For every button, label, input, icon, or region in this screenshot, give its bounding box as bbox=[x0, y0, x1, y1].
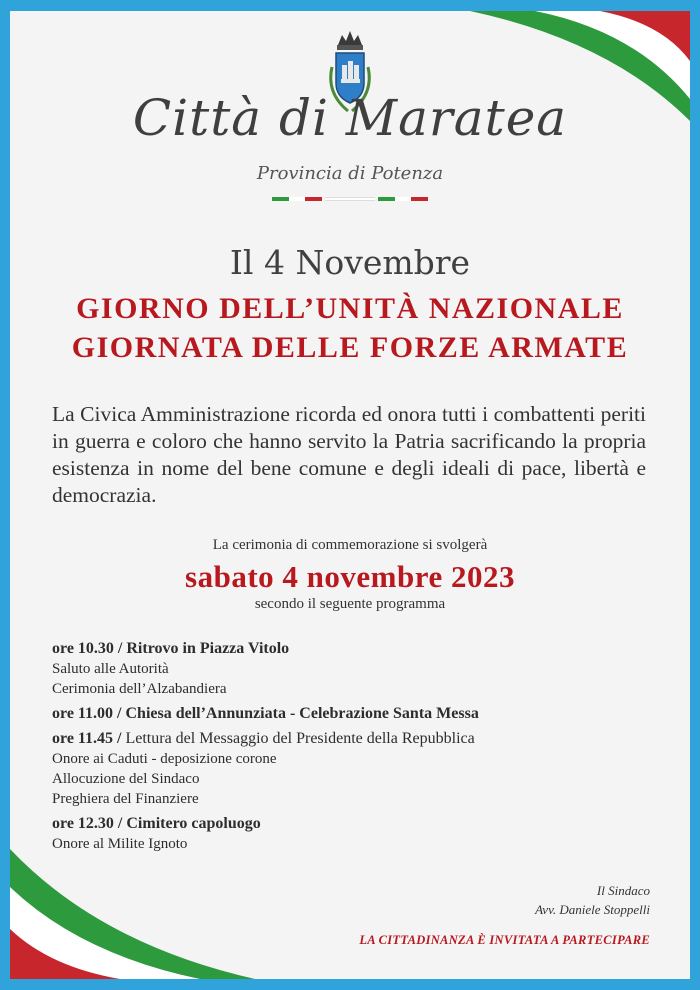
program-intro: secondo il seguente programma bbox=[254, 596, 446, 612]
event-heading bbox=[52, 814, 652, 834]
city-name: Città di Maratea bbox=[132, 89, 568, 147]
mini-divider-white bbox=[325, 197, 375, 201]
mini-tricolor-left bbox=[272, 197, 322, 201]
event-heading bbox=[52, 639, 652, 659]
signature-name: Avv. Daniele Stoppelli bbox=[535, 902, 650, 917]
event-description: Lettura del Messaggio del Presidente della Repubblica bbox=[125, 730, 475, 747]
event-item: Cerimonia dell’Alzabandiera bbox=[52, 681, 227, 697]
event-description: Cimitero capoluogo bbox=[126, 815, 261, 832]
invitation-line: LA CITTADINANZA È INVITATA A PARTECIPARE bbox=[359, 933, 650, 947]
event-item: Saluto alle Autorità bbox=[52, 661, 169, 677]
event-time: ore 12.30 / bbox=[52, 815, 123, 832]
date-heading: Il 4 Novembre bbox=[229, 243, 471, 282]
mini-tricolor-right bbox=[378, 197, 428, 201]
event-time: ore 11.45 / bbox=[52, 730, 122, 747]
program-event bbox=[52, 729, 652, 809]
poster bbox=[10, 11, 690, 979]
title-line-2: GIORNATA DELLE FORZE ARMATE bbox=[71, 331, 629, 364]
event-item: Preghiera del Finanziere bbox=[52, 791, 199, 807]
event-description: Chiesa dell’Annunziata - Celebrazione Santa Messa bbox=[125, 705, 479, 722]
event-item: Allocuzione del Sindaco bbox=[52, 771, 200, 787]
event-heading bbox=[52, 729, 652, 749]
event-description: Ritrovo in Piazza Vitolo bbox=[126, 640, 290, 657]
event-item: Onore ai Caduti - deposizione corone bbox=[52, 751, 277, 767]
signature-block bbox=[535, 881, 650, 919]
program-event bbox=[52, 814, 652, 854]
program-event bbox=[52, 639, 652, 699]
ceremony-date: sabato 4 novembre 2023 bbox=[185, 559, 515, 594]
event-time: ore 10.30 / bbox=[52, 640, 123, 657]
event-heading bbox=[52, 704, 652, 724]
signature-role: Il Sindaco bbox=[596, 883, 650, 898]
intro-paragraph: La Civica Amministrazione ricorda ed onora tutti i combattenti periti in guerra e coloro che hanno servito la Patria sacrificando la propria esistenza in nome del bene comune e degli ideali di pace, libertà e democrazia. bbox=[52, 402, 646, 507]
program-list bbox=[52, 639, 652, 859]
tricolor-ribbon-bottom-left bbox=[10, 849, 255, 979]
event-time: ore 11.00 / bbox=[52, 705, 122, 722]
program-event bbox=[52, 704, 652, 724]
ceremony-intro: La cerimonia di commemorazione si svolgerà bbox=[212, 537, 488, 553]
title-line-1: GIORNO DELL’UNITÀ NAZIONALE bbox=[76, 292, 624, 325]
province-name: Provincia di Potenza bbox=[256, 163, 444, 184]
event-item: Onore al Milite Ignoto bbox=[52, 836, 188, 852]
